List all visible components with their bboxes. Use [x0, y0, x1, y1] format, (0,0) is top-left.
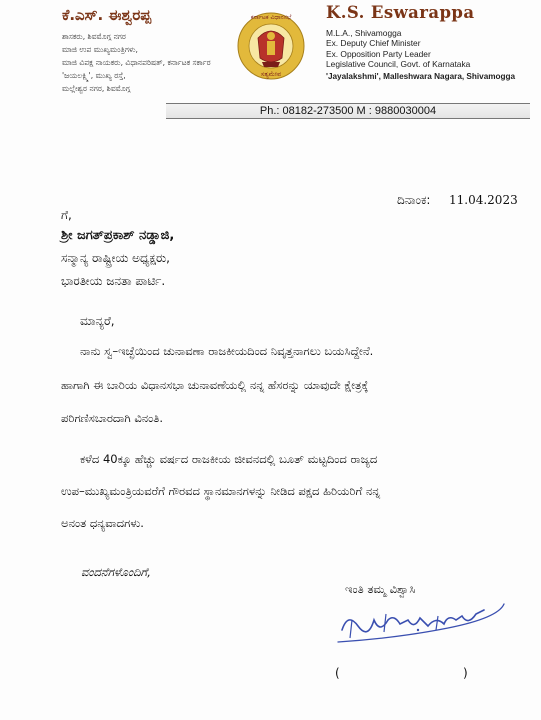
- english-address: 'Jayalakshmi', Malleshwara Nagara, Shivamogga: [326, 72, 516, 82]
- handwritten-signature: [328, 590, 508, 670]
- english-header-line: Ex. Deputy Chief Minister: [326, 38, 421, 49]
- kannada-name: ಕೆ.ಎಸ್. ಈಶ್ವರಪ್ಪ: [62, 6, 152, 24]
- yours-faithfully: ಇಂತಿ ತಮ್ಮ ವಿಶ್ವಾಸಿ: [345, 582, 416, 596]
- emblem-top-text: ಕರ್ನಾಟಕ ವಿಧಾನಸಭೆ: [250, 14, 292, 21]
- paragraph-2-line: ಕಳೆದ 40ಕ್ಕೂ ಹೆಚ್ಚು ವರ್ಷದ ರಾಜಕೀಯ ಜೀವನದಲ್ಲಿ ಬೂತ್ ಮಟ್ಟದಿಂದ ರಾಜ್ಯದ: [80, 452, 378, 466]
- signature-name-open-paren: (: [335, 666, 340, 680]
- paragraph-2-line: ಉಪ–ಮುಖ್ಯಮಂತ್ರಿಯವರೆಗೆ ಗೌರವದ ಸ್ಥಾನಮಾನಗಳನ್ನು ನೀಡಿದ ಪಕ್ಷದ ಹಿರಿಯರಿಗೆ ನನ್ನ: [61, 484, 381, 498]
- addressee-title: ಸನ್ಮಾನ್ಯ ರಾಷ್ಟ್ರೀಯ ಅಧ್ಯಕ್ಷರು,: [61, 251, 170, 265]
- salutation: ಮಾನ್ಯರೆ,: [80, 314, 115, 328]
- kannada-header-line: ಮಾಜಿ ಉಪ ಮುಖ್ಯಮಂತ್ರಿಗಳು,: [62, 45, 138, 54]
- paragraph-1-line: ನಾನು ಸ್ವ–ಇಚ್ಛೆಯಿಂದ ಚುನಾವಣಾ ರಾಜಕೀಯದಿಂದ ನಿವೃತ್ತನಾಗಲು ಬಯಸಿದ್ದೇನೆ.: [80, 344, 374, 358]
- paragraph-1-line: ಪರಿಗಣಿಸಬಾರದಾಗಿ ವಿನಂತಿ.: [61, 411, 164, 425]
- phone-bar: Ph.: 08182-273500 M : 9880030004: [166, 103, 530, 119]
- kannada-header-line: ಮಾಜಿ ವಿಪಕ್ಷ ನಾಯಕರು, ವಿಧಾನಪರಿಷತ್, ಕರ್ನಾಟಕ ಸರ್ಕಾರ: [62, 58, 211, 67]
- addressee-name: ಶ್ರೀ ಜಗತ್‌ಪ್ರಕಾಶ್ ನಡ್ಡಾಜಿ,: [61, 228, 175, 243]
- to-line: ಗೆ,: [61, 208, 72, 222]
- english-name: K.S. Eswarappa: [326, 3, 475, 22]
- addressee-org: ಭಾರತೀಯ ಜನತಾ ಪಾರ್ಟಿ.: [61, 274, 166, 288]
- paragraph-1-line: ಹಾಗಾಗಿ ಈ ಬಾರಿಯ ವಿಧಾನಸಭಾ ಚುನಾವಣೆಯಲ್ಲಿ ನನ್ನ ಹೆಸರನ್ನು ಯಾವುದೇ ಕ್ಷೇತ್ರಕ್ಕೆ: [61, 378, 369, 392]
- signature-name-close-paren: ): [463, 666, 468, 680]
- closing: ವಂದನೆಗಳೊಂದಿಗೆ,: [81, 565, 151, 579]
- english-header-line: Ex. Opposition Party Leader: [326, 48, 431, 59]
- kannada-header-line: ಶಾಸಕರು, ಶಿವಮೊಗ್ಗ ನಗರ: [62, 32, 126, 41]
- english-header-line: Legislative Council, Govt. of Karnataka: [326, 58, 471, 69]
- english-header-line: M.L.A., Shivamogga: [326, 28, 402, 38]
- kannada-header: [62, 6, 252, 95]
- english-header: [326, 3, 538, 82]
- paragraph-2-line: ಅನಂತ ಧನ್ಯವಾದಗಳು.: [61, 516, 144, 530]
- emblem-bottom-text: ಸತ್ಯಮೇವ: [260, 70, 282, 78]
- kannada-header-line: ಮಲ್ಲೇಶ್ವರ ನಗರ, ಶಿವಮೊಗ್ಗ: [62, 84, 131, 93]
- kannada-header-line: 'ಜಯಲಕ್ಷ್ಮಿ', ಮುಖ್ಯ ರಸ್ತೆ,: [62, 71, 126, 80]
- date-value: 11.04.2023: [449, 193, 518, 207]
- karnataka-legislature-emblem-icon: [236, 10, 306, 90]
- date-label: ದಿನಾಂಕ:: [397, 193, 431, 207]
